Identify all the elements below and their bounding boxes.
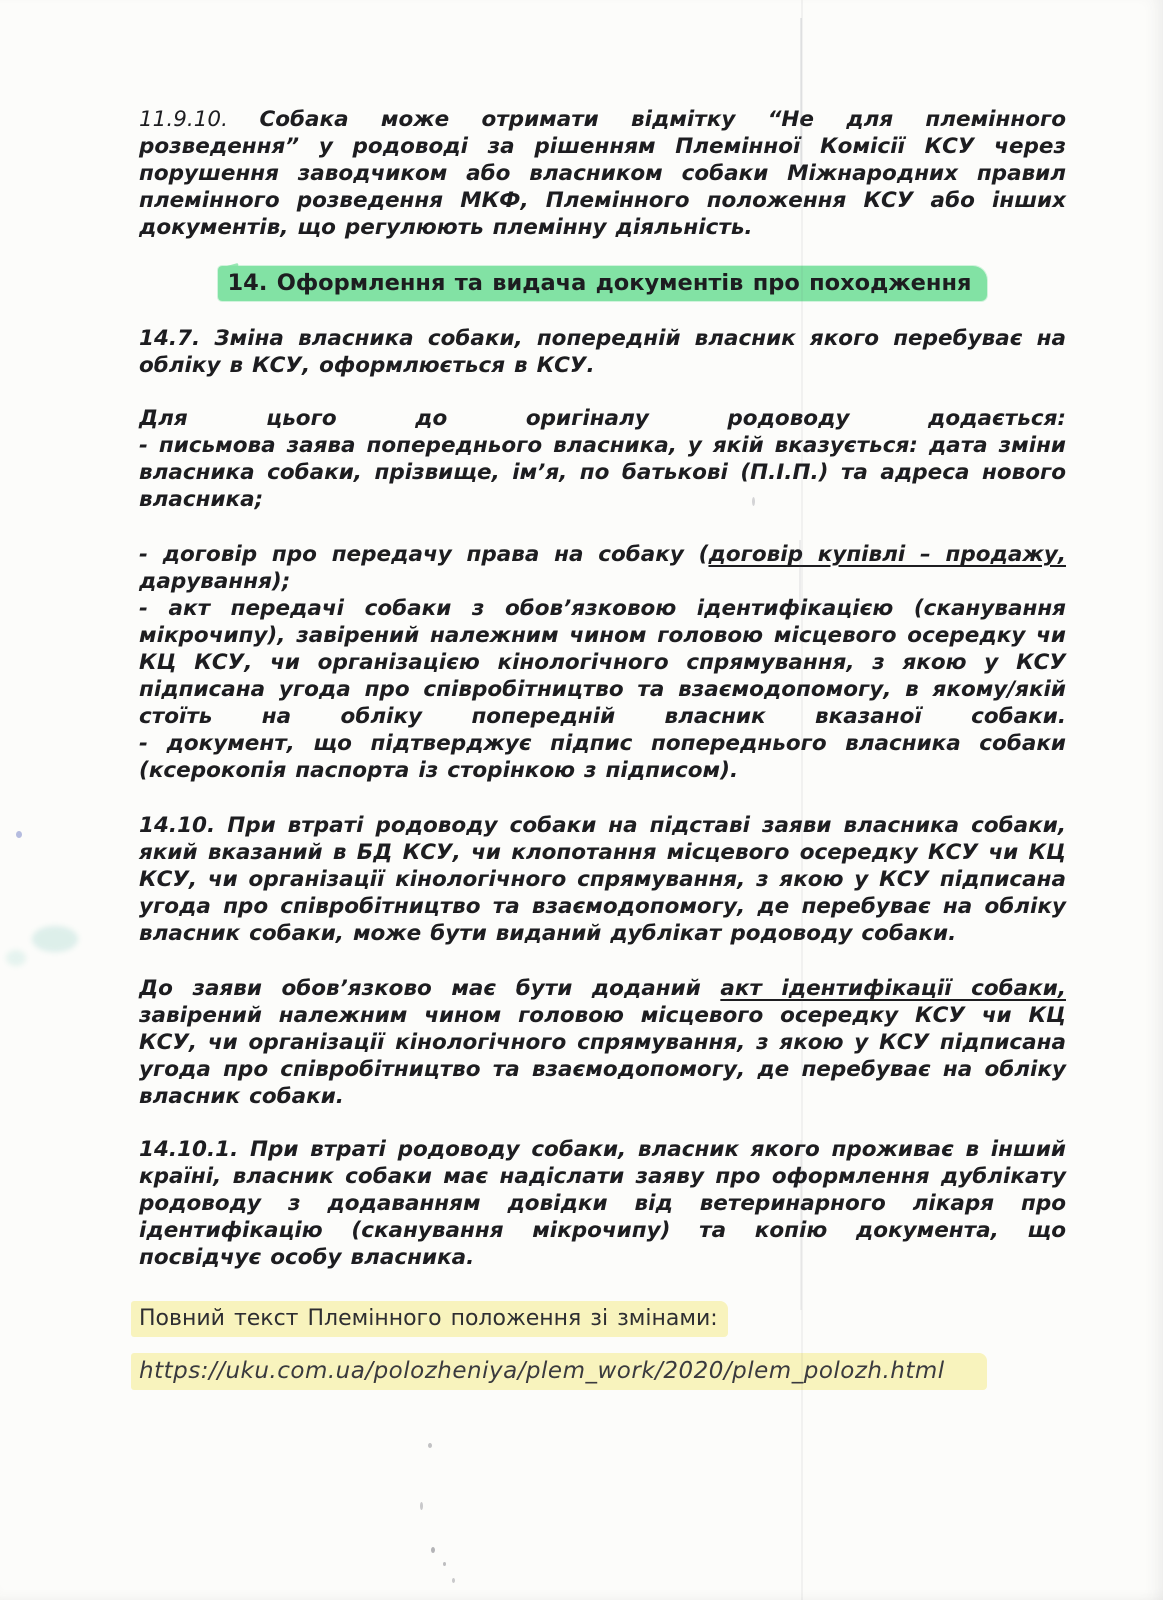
text-run: 14.10.1. При втраті родоводу собаки, власник якого проживає в інший країні, власник собаки має надіслати заяву про оформлення дублікату родоводу з додаванням довідки від ветеринарного лікаря про ідентифікацію (сканування мікрочипу) та копію документа, що посвідчує особу власника. [139,1137,1066,1270]
text-run: Собака може отримати відмітку “Не для племінного розведення” у родоводі за рішенням Племінної Комісії КСУ через порушення заводчиком або власником собаки Міжнародних правил племінного розведення МКФ, Племінного положення КСУ або інших документів, що регулюють племінну діяльність. [139,107,1066,240]
clause-14-7-item-contract [139,541,1066,595]
scan-smudge [6,950,26,966]
text-run: https://uku.com.ua/polozheniya/plem_work/2020/plem_polozh.html [139,1358,945,1384]
text-run: 11.9.10. [139,107,260,132]
source-url-text [139,1358,1066,1385]
yellow-highlight [131,1353,987,1390]
text-run: - акт передачі собаки з обов’язковою ідентифікацією (сканування мікрочипу), завірений належним чином головою місцевого осередку чи КЦ КСУ, чи організацією кінологічного спрямування, з якою у КСУ підписана угода про співробітництво та взаємодопомогу, в якому/якій стоїть на обліку попередній власник вказаної собаки. [139,596,1066,729]
clause-14-7 [139,325,1066,379]
scan-speckle [431,1547,435,1553]
text-run: дарування); [139,569,291,594]
scan-speckle [16,831,22,838]
text-run: 14.10. При втраті родоводу собаки на підставі заяви власника собаки, який вказаний в БД КСУ, чи клопотання місцевого осередку КСУ чи КЦ КСУ, чи організації кінологічного спрямування, з якою у КСУ підписана угода про співробітництво та взаємодопомогу, де перебуває на обліку власник собаки, може бути виданий дублікат родоводу собаки. [139,813,1066,946]
text-run: - документ, що підтверджує підпис попереднього власника собаки (ксерокопія паспорта із сторінкою з підписом). [139,731,1066,783]
clause-14-10 [139,812,1066,947]
scan-speckle [452,1578,455,1583]
clause-14-7-intro [139,405,1066,432]
scan-speckle [428,1443,432,1448]
text-run: - договір про передачу права на собаку ( [139,542,709,567]
text-run: Для цього до оригіналу родоводу додається: [139,406,1066,431]
section-heading-14 [139,267,1066,299]
text-run: завірений належним чином головою місцевого осередку КСУ чи КЦ КСУ, чи організації кінологічного спрямування, з якою у КСУ підписана угода про співробітництво та взаємодопомогу, де перебуває на обліку власник собаки. [139,1003,1066,1109]
clause-14-10-identification-act [139,975,1066,1110]
document-body [139,0,1066,1385]
scan-speckle [443,1562,446,1566]
clause-11-9-10 [139,106,1066,241]
scan-speckle [420,1502,423,1510]
text-run: - письмова заява попереднього власника, у якій вказується: дата зміни власника собаки, прізвище, ім’я, по батькові (П.І.П.) та адреса нового власника; [139,433,1066,512]
scan-smudge [32,926,78,952]
clause-14-7-item-application [139,432,1066,513]
text-run: 14. Оформлення та видача документів про походження [227,270,972,296]
yellow-highlight [131,1301,728,1337]
text-run: Повний текст Племінного положення зі змінами: [139,1306,718,1331]
full-text-note [139,1305,1066,1332]
green-highlight [218,266,988,301]
text-run: 14.7. Зміна власника собаки, попередній власник якого перебуває на обліку в КСУ, оформлюється в КСУ. [139,326,1066,378]
underlined-text-run: акт ідентифікації собаки, [720,976,1066,1001]
clause-14-7-item-signature-doc [139,730,1066,784]
text-run: До заяви обов’язково має бути доданий [139,976,721,1001]
clause-14-10-1 [139,1136,1066,1271]
underlined-text-run: договір купівлі – продажу, [708,542,1066,567]
clause-14-7-item-transfer-act [139,595,1066,730]
